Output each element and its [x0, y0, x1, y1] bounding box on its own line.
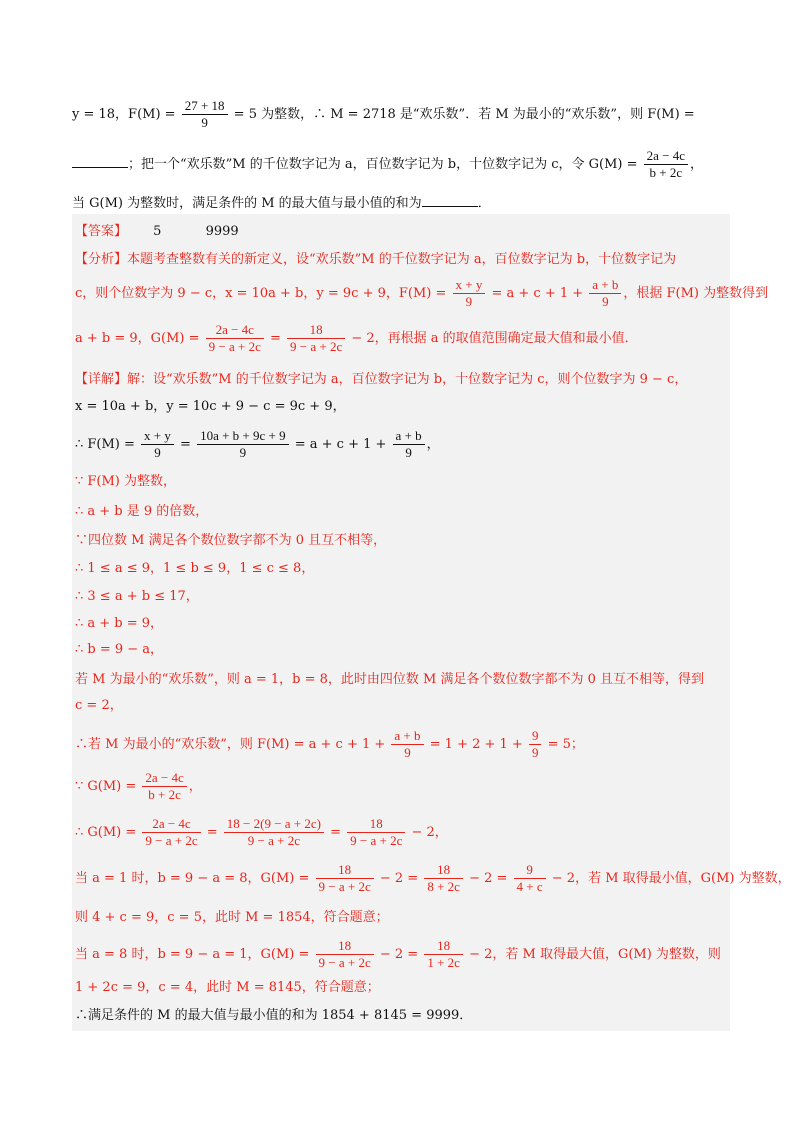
- question-text: = 5 为整数，∴ M = 2718 是“欢乐数”．若 M 为最小的“欢乐数”，则 F(M) =: [229, 107, 695, 122]
- analysis-line-3: a + b = 9，G(M) = $\frac{2a - 4c}{9 - a + 2c}$ = $\frac{18}{9 - a + 2c}$ − 2，再根据 a 的取值范围确定最大值和最小值．: [75, 322, 638, 354]
- question-text: ；把一个“欢乐数”M 的千位数字记为 a，百位数字记为 b，十位数字记为 c，令 G(M) =: [128, 157, 642, 172]
- detail-line-6: ∵四位数 M 满足各个数位数字都不为 0 且互不相等，: [75, 533, 387, 548]
- detail-line-3: ∴ F(M) = $\frac{x + y}{9}$ = $\frac{10a + b + 9c + 9}{9}$ = a + c + 1 + $\frac{a + b}{9}$ ，: [75, 428, 440, 460]
- detail-line-12: c = 2，: [75, 698, 123, 713]
- detail-line-9: ∴ a + b = 9，: [75, 616, 164, 631]
- detail-line-18: 当 a = 8 时，b = 9 − a = 1，G(M) = $\frac{18}{9 - a + 2c}$ − 2 = $\frac{18}{1 + 2c}$ − 2，若 M 取得最大值，G(M) 为整数，则: [75, 938, 721, 970]
- detail-line-10: ∴ b = 9 − a，: [75, 642, 164, 657]
- fraction: $\frac{x + y}{9}$: [141, 428, 174, 461]
- detail-line-19: 1 + 2c = 9，c = 4，此时 M = 8145，符合题意；: [75, 980, 380, 995]
- fraction: $\frac{2a - 4c}{9 - a + 2c}$: [142, 816, 200, 849]
- fraction: $\frac{18}{9 - a + 2c}$: [316, 938, 374, 971]
- answer-line: [75, 220, 239, 239]
- analysis-line-1: 【分析】本题考查整数有关的新定义，设“欢乐数”M 的千位数字记为 a，百位数字记为 b，十位数字记为: [75, 252, 677, 267]
- detail-line-20: ∴满足条件的 M 的最大值与最小值的和为 1854 + 8145 = 9999．: [75, 1008, 473, 1023]
- analysis-line-2: c，则个位数字为 9 − c，x = 10a + b，y = 9c + 9，F(M) = $\frac{x + y}{9}$ = a + c + 1 + $\frac{a + b}{9}$ ，根据 F(M) 为整数得到: [75, 277, 769, 309]
- question-line-3: 当 G(M) 为整数时，满足条件的 M 的最大值与最小值的和为 ．: [72, 196, 491, 211]
- fraction: $\frac{10a + b + 9c + 9}{9}$: [197, 428, 289, 461]
- answer-value-1: 5: [153, 224, 162, 239]
- question-text: 当 G(M) 为整数时，满足条件的 M 的最大值与最小值的和为: [72, 196, 422, 211]
- fraction: $\frac{27 + 18}{9}$: [182, 98, 228, 131]
- fraction: $\frac{a + b}{9}$: [589, 277, 621, 310]
- fraction: $\frac{2a - 4c}{9 - a + 2c}$: [206, 322, 264, 355]
- detail-line-1: 【详解】解：设“欢乐数”M 的千位数字记为 a，百位数字记为 b，十位数字记为 c，则个位数字为 9 − c，: [75, 372, 688, 387]
- answer-tag: 【答案】: [75, 224, 128, 239]
- fraction: $\frac{18}{9 - a + 2c}$: [347, 816, 405, 849]
- detail-line-15: ∴ G(M) = $\frac{2a - 4c}{9 - a + 2c}$ = $\frac{18 - 2(9 - a + 2c)}{9 - a + 2c}$ = $\frac{18}{9 - a + 2c}$ − 2，: [75, 816, 448, 848]
- fraction: $\frac{18}{8 + 2c}$: [424, 862, 463, 895]
- analysis-tag: 【分析】: [75, 252, 128, 267]
- answer-blank: [72, 157, 128, 168]
- fraction: $\frac{2a - 4c}{b + 2c}$: [644, 148, 688, 181]
- detail-tag: 【详解】: [75, 372, 128, 387]
- detail-line-4: ∵ F(M) 为整数，: [75, 474, 177, 489]
- detail-line-11: 若 M 为最小的“欢乐数”，则 a = 1，b = 8，此时由四位数 M 满足各个数位数字都不为 0 且互不相等，得到: [75, 672, 705, 687]
- fraction: $\frac{18}{1 + 2c}$: [424, 938, 463, 971]
- fraction: $\frac{9}{4 + c}$: [514, 862, 546, 895]
- answer-value-2: 9999: [205, 224, 239, 239]
- detail-line-2: x = 10a + b，y = 10c + 9 − c = 9c + 9，: [75, 399, 346, 414]
- detail-line-8: ∴ 3 ≤ a + b ≤ 17，: [75, 589, 199, 604]
- detail-line-17: 则 4 + c = 9，c = 5，此时 M = 1854，符合题意；: [75, 910, 389, 925]
- fraction: $\frac{18 - 2(9 - a + 2c)}{9 - a + 2c}$: [224, 816, 324, 849]
- fraction: $\frac{x + y}{9}$: [453, 277, 486, 310]
- fraction: $\frac{a + b}{9}$: [393, 428, 425, 461]
- fraction: $\frac{2a - 4c}{b + 2c}$: [142, 770, 186, 803]
- answer-blank: [422, 196, 478, 207]
- detail-line-5: ∴ a + b 是 9 的倍数，: [75, 504, 209, 519]
- fraction: $\frac{9}{9}$: [529, 728, 542, 761]
- detail-line-7: ∴ 1 ≤ a ≤ 9，1 ≤ b ≤ 9，1 ≤ c ≤ 8，: [75, 561, 315, 576]
- fraction: $\frac{18}{9 - a + 2c}$: [287, 322, 345, 355]
- fraction: $\frac{a + b}{9}$: [391, 728, 423, 761]
- question-line-1: [72, 98, 695, 131]
- question-line-2: ；把一个“欢乐数”M 的千位数字记为 a，百位数字记为 b，十位数字记为 c，令 G(M) = $\frac{2a - 4c}{b + 2c}$ ，: [72, 148, 703, 181]
- detail-line-13: ∴若 M 为最小的“欢乐数”，则 F(M) = a + c + 1 + $\frac{a + b}{9}$ = 1 + 2 + 1 + $\frac{9}{9}$ = 5；: [75, 728, 584, 760]
- question-text: y = 18，F(M) =: [72, 107, 180, 122]
- detail-line-16: 当 a = 1 时，b = 9 − a = 8，G(M) = $\frac{18}{9 - a + 2c}$ − 2 = $\frac{18}{8 + 2c}$ − 2 = $\frac{9}{4 + c}$ − 2，若 M 取得最小值，G(M) 为整数，: [75, 862, 791, 894]
- detail-line-14: ∵ G(M) = $\frac{2a - 4c}{b + 2c}$ ，: [75, 770, 202, 802]
- fraction: $\frac{18}{9 - a + 2c}$: [316, 862, 374, 895]
